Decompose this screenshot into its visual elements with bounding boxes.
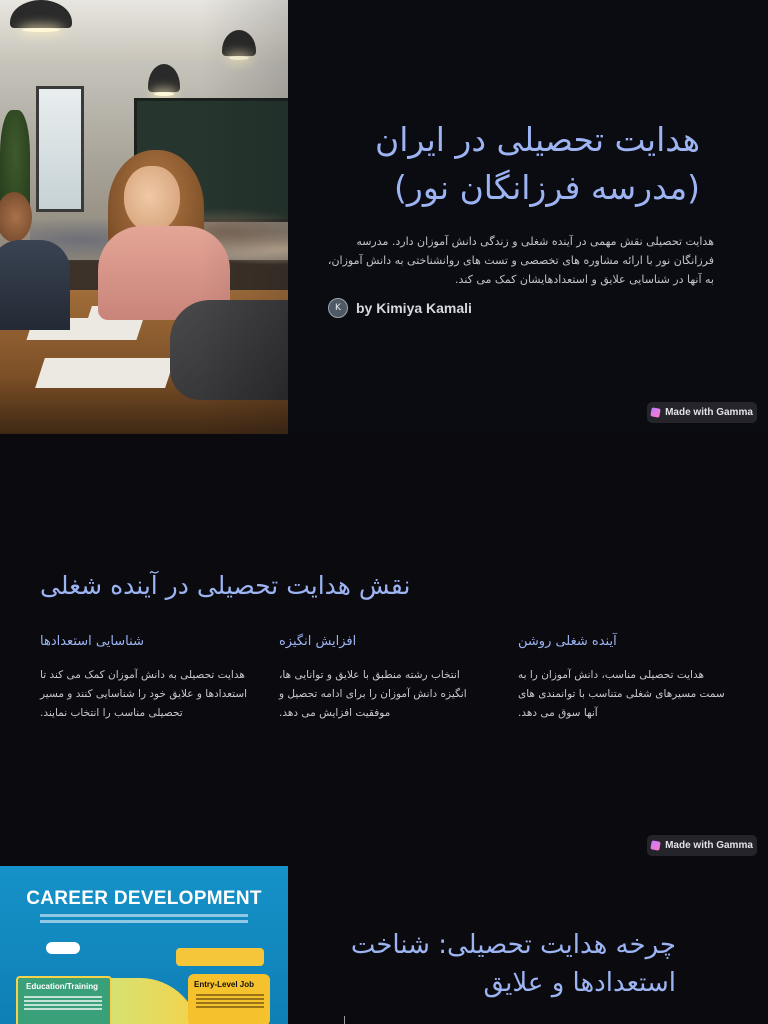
section-title: چرخه هدایت تحصیلی: شناخت استعدادها و علایق: [350, 930, 676, 998]
feature-column: [518, 632, 728, 723]
feature-heading: افزایش انگیزه: [279, 634, 357, 649]
slide-title-heading: هدایت تحصیلی در ایران (مدرسه فرزانگان نور): [374, 120, 700, 207]
gamma-logo-icon: [650, 407, 660, 417]
feature-heading: آینده شغلی روشن: [518, 634, 617, 649]
author-credit[interactable]: [328, 298, 472, 318]
feature-text: هدایت تحصیلی مناسب، دانش آموزان را به سمت مسیرهای شغلی متناسب با توانمندی های آنها سوق می دهد.: [518, 669, 725, 719]
made-with-gamma-badge[interactable]: [647, 402, 757, 423]
feature-column: [279, 632, 489, 723]
avatar: K: [328, 298, 348, 318]
career-development-infographic: [0, 866, 288, 1024]
cloud-icon: [46, 942, 80, 954]
feature-heading: شناسایی استعدادها: [40, 634, 144, 649]
author-name: by Kimiya Kamali: [356, 300, 472, 316]
gamma-logo-icon: [650, 840, 660, 850]
slide-title: [0, 0, 768, 434]
classroom-photo: [0, 0, 288, 434]
section-title: نقش هدایت تحصیلی در آینده شغلی: [40, 571, 411, 600]
made-with-gamma-badge[interactable]: [647, 835, 757, 856]
badge-label: Made with Gamma: [665, 407, 753, 418]
divider: [344, 1016, 345, 1024]
feature-column: [40, 632, 250, 723]
infographic-label: Education/Training: [26, 982, 99, 991]
slide-description: هدایت تحصیلی نقش مهمی در آینده شغلی و زندگی دانش آموزان دارد. مدرسه فرزانگان نور با ارائه مشاوره های تخصصی و تست های روانشناختی به دانش آموزان، به آنها در شناسایی علایق و استعدادهایشان کمک می کند.: [327, 235, 714, 286]
badge-label: Made with Gamma: [665, 840, 753, 851]
infographic-title: CAREER DEVELOPMENT: [26, 888, 262, 909]
feature-text: هدایت تحصیلی به دانش آموزان کمک می کند تا استعدادها و علایق خود را شناسایی کنند و مسیر تحصیلی مناسب را انتخاب نمایند.: [40, 669, 248, 719]
infographic-label: Entry-Level Job: [194, 980, 255, 989]
feature-text: انتخاب رشته منطبق با علایق و توانایی ها، انگیزه دانش آموزان را برای ادامه تحصیل و موفقیت افزایش می دهد.: [279, 669, 467, 719]
